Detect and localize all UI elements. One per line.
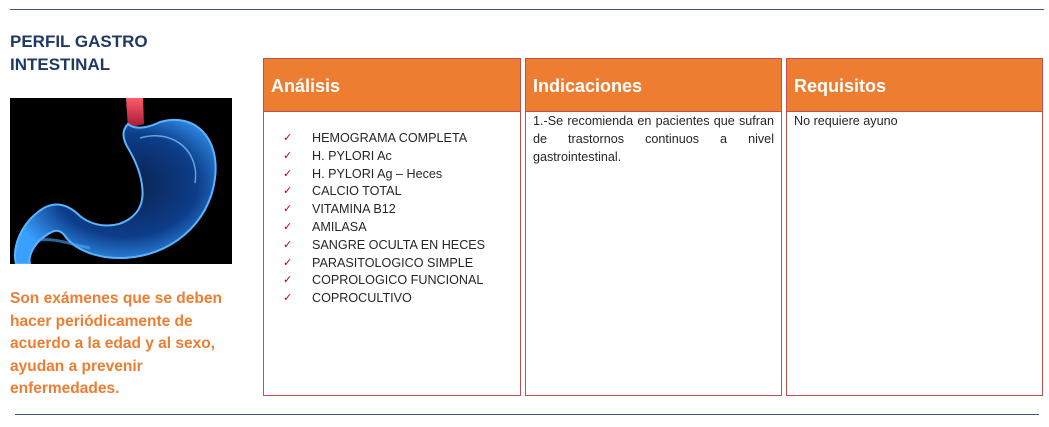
tagline-line: acuerdo a la edad y al sexo, (10, 335, 216, 353)
list-item (283, 255, 513, 273)
check-icon: ✓ (283, 292, 293, 305)
analysis-header: Análisis (264, 59, 520, 112)
stomach-icon (10, 98, 232, 264)
requirements-text: No requiere ayuno (794, 114, 898, 128)
check-icon: ✓ (283, 203, 293, 216)
list-item (283, 201, 513, 219)
list-item-label: H. PYLORI Ac (312, 148, 392, 163)
list-item (283, 272, 513, 290)
check-icon: ✓ (283, 220, 293, 233)
check-icon: ✓ (283, 185, 293, 198)
list-item-label: PARASITOLOGICO SIMPLE (312, 255, 474, 270)
list-item (283, 237, 513, 255)
list-item-label: COPROLOGICO FUNCIONAL (312, 273, 484, 288)
title-line-1: PERFIL GASTRO (10, 32, 148, 51)
bottom-divider (15, 414, 1039, 415)
top-divider (10, 9, 1044, 10)
tagline (10, 288, 240, 401)
list-item (283, 183, 513, 201)
list-item (283, 130, 513, 148)
check-icon: ✓ (283, 167, 293, 180)
list-item-label: SANGRE OCULTA EN HECES (312, 237, 486, 252)
list-item (283, 166, 513, 184)
list-item-label: AMILASA (312, 219, 367, 234)
check-icon: ✓ (283, 238, 293, 251)
requirements-card (786, 58, 1043, 396)
list-item (283, 290, 513, 308)
list-item-label: COPROCULTIVO (312, 291, 412, 306)
indications-text: 1.-Se recomienda en pacientes que sufran de trastornos continuos a nivel gastrointestinal. (533, 114, 774, 164)
tagline-line: hacer periódicamente de (10, 312, 193, 330)
tagline-line: ayudan a prevenir (10, 357, 143, 375)
list-item (283, 148, 513, 166)
title-line-2: INTESTINAL (10, 55, 111, 74)
check-icon: ✓ (283, 149, 293, 162)
list-item (283, 219, 513, 237)
indications-card (525, 58, 782, 396)
check-icon: ✓ (283, 274, 293, 287)
page-title (10, 30, 230, 76)
analysis-card (263, 58, 521, 396)
requirements-header: Requisitos (787, 59, 1042, 112)
list-item-label: H. PYLORI Ag – Heces (312, 166, 443, 181)
stomach-image (10, 98, 232, 264)
tagline-line: Son exámenes que se deben (10, 290, 222, 307)
check-icon: ✓ (283, 132, 293, 144)
analysis-list (271, 112, 513, 308)
indications-header: Indicaciones (526, 59, 781, 112)
check-icon: ✓ (283, 256, 293, 269)
list-item-label: VITAMINA B12 (312, 202, 396, 217)
list-item-label: CALCIO TOTAL (312, 184, 402, 199)
tagline-line: enfermedades. (10, 380, 120, 398)
list-item-label: HEMOGRAMA COMPLETA (312, 131, 468, 145)
